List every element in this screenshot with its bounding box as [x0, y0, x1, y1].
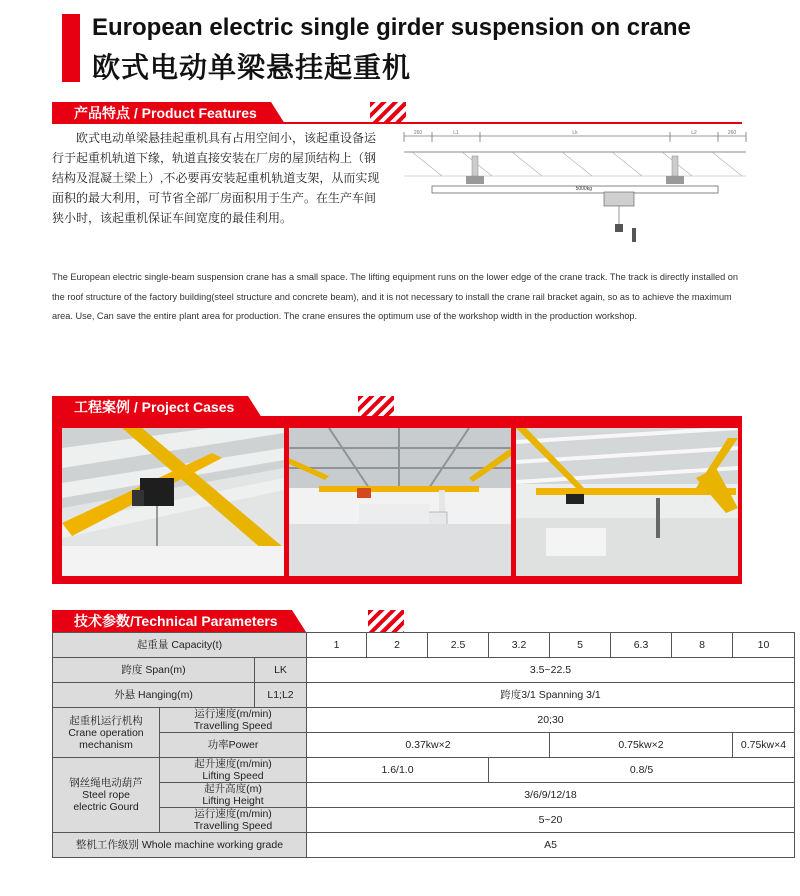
capacity-cell: 10 — [733, 633, 795, 658]
section-header-cases — [52, 396, 742, 418]
row-span — [53, 658, 795, 683]
row-travel-speed — [53, 708, 795, 733]
section-title-features: 产品特点 / Product Features — [52, 102, 271, 124]
hanging-code: L1;L2 — [255, 683, 307, 708]
capacity-cell: 5 — [550, 633, 611, 658]
dim-label: Lk — [572, 130, 578, 136]
row-power — [53, 733, 795, 758]
capacity-cell: 6.3 — [611, 633, 672, 658]
case-photo-3 — [516, 428, 738, 576]
row-capacity — [53, 633, 795, 658]
capacity-cell: 1 — [307, 633, 367, 658]
crane-diagram — [402, 130, 748, 248]
header-stripes — [370, 102, 406, 124]
span-value: 3.5~22.5 — [307, 658, 795, 683]
dim-label: L2 — [691, 130, 697, 136]
power-label: 功率Power — [160, 733, 307, 758]
title-accent-bar — [62, 14, 80, 82]
dim-label: L1 — [453, 130, 459, 136]
hanging-value: 跨度3/1 Spanning 3/1 — [307, 683, 795, 708]
crane-mechanism-label: 起重机运行机构 Crane operation mechanism — [53, 708, 160, 758]
lifting-speed-value: 1.6/1.0 — [307, 758, 489, 783]
working-grade-value: A5 — [307, 833, 795, 858]
hoist-travel-value: 5~20 — [307, 808, 795, 833]
row-lifting-speed — [53, 758, 795, 783]
hanging-label: 外悬 Hanging(m) — [53, 683, 255, 708]
capacity-cell: 2.5 — [428, 633, 489, 658]
section-title-params: 技术参数/Technical Parameters — [52, 610, 292, 632]
section-title-cases: 工程案例 / Project Cases — [52, 396, 248, 418]
span-label: 跨度 Span(m) — [53, 658, 255, 683]
header-stripes — [358, 396, 394, 418]
section-header-params — [52, 610, 742, 632]
section-header-features — [52, 102, 742, 124]
hoist-mechanism-label: 钢丝绳电动葫芦 Steel rope electric Gourd — [53, 758, 160, 833]
page-title-en: European electric single girder suspension on crane — [92, 14, 691, 41]
power-value: 0.37kw×2 — [307, 733, 550, 758]
row-hoist-travel — [53, 808, 795, 833]
row-lifting-height — [53, 783, 795, 808]
row-hanging — [53, 683, 795, 708]
lifting-speed-label: 起升速度(m/min) Lifting Speed — [160, 758, 307, 783]
case-photo-1 — [62, 428, 284, 576]
power-value: 0.75kw×4 — [733, 733, 795, 758]
page-title-zh: 欧式电动单梁悬挂起重机 — [92, 52, 412, 83]
features-text-en: The European electric single-beam suspension crane has a small space. The lifting equipment runs on the lower edge of the crane track. The track is directly installed on the roof structure of the factory building(steel structure and concrete beam), and it is not necessary to install the crane rail bracket again, so as to achieve the maximum area. Use, Can save the entire plant area for production. The crane ensures the optimum use of the workshop width in the production workshop. — [52, 272, 739, 321]
hoist-capacity-label: 5000kg — [575, 186, 592, 192]
features-text-zh: 欧式电动单梁悬挂起重机具有占用空间小，该起重设备运行于起重机轨道下缘，轨道直接安装在厂房的屋顶结构上（钢结构及混凝土梁上）,不必要再安装起重机轨道支架，从而实现面积的最大利用，可节省全部厂房面积用于生产。在生产车间狭小时，该起重机保证车间宽度的最佳利用。 — [52, 131, 380, 225]
travel-speed-label: 运行速度(m/min) Travelling Speed — [160, 708, 307, 733]
hoist-travel-label: 运行速度(m/min) Travelling Speed — [160, 808, 307, 833]
dim-label: 260 — [727, 130, 737, 136]
lifting-speed-value: 0.8/5 — [489, 758, 795, 783]
case-photo-2 — [289, 428, 511, 576]
span-code: LK — [255, 658, 307, 683]
row-working-grade — [53, 833, 795, 858]
project-cases-panel — [52, 416, 742, 584]
technical-parameters-table — [52, 632, 795, 858]
lifting-height-value: 3/6/9/12/18 — [307, 783, 795, 808]
capacity-cell: 2 — [367, 633, 428, 658]
header-stripes — [368, 610, 404, 632]
power-value: 0.75kw×2 — [550, 733, 733, 758]
lifting-height-label: 起升高度(m) Lifting Height — [160, 783, 307, 808]
dim-label: 260 — [413, 130, 423, 136]
capacity-cell: 3.2 — [489, 633, 550, 658]
header-rule — [52, 122, 742, 124]
travel-speed-value: 20;30 — [307, 708, 795, 733]
capacity-cell: 8 — [672, 633, 733, 658]
working-grade-label: 整机工作级别 Whole machine working grade — [53, 833, 307, 858]
capacity-label: 起重量 Capacity(t) — [53, 633, 307, 658]
